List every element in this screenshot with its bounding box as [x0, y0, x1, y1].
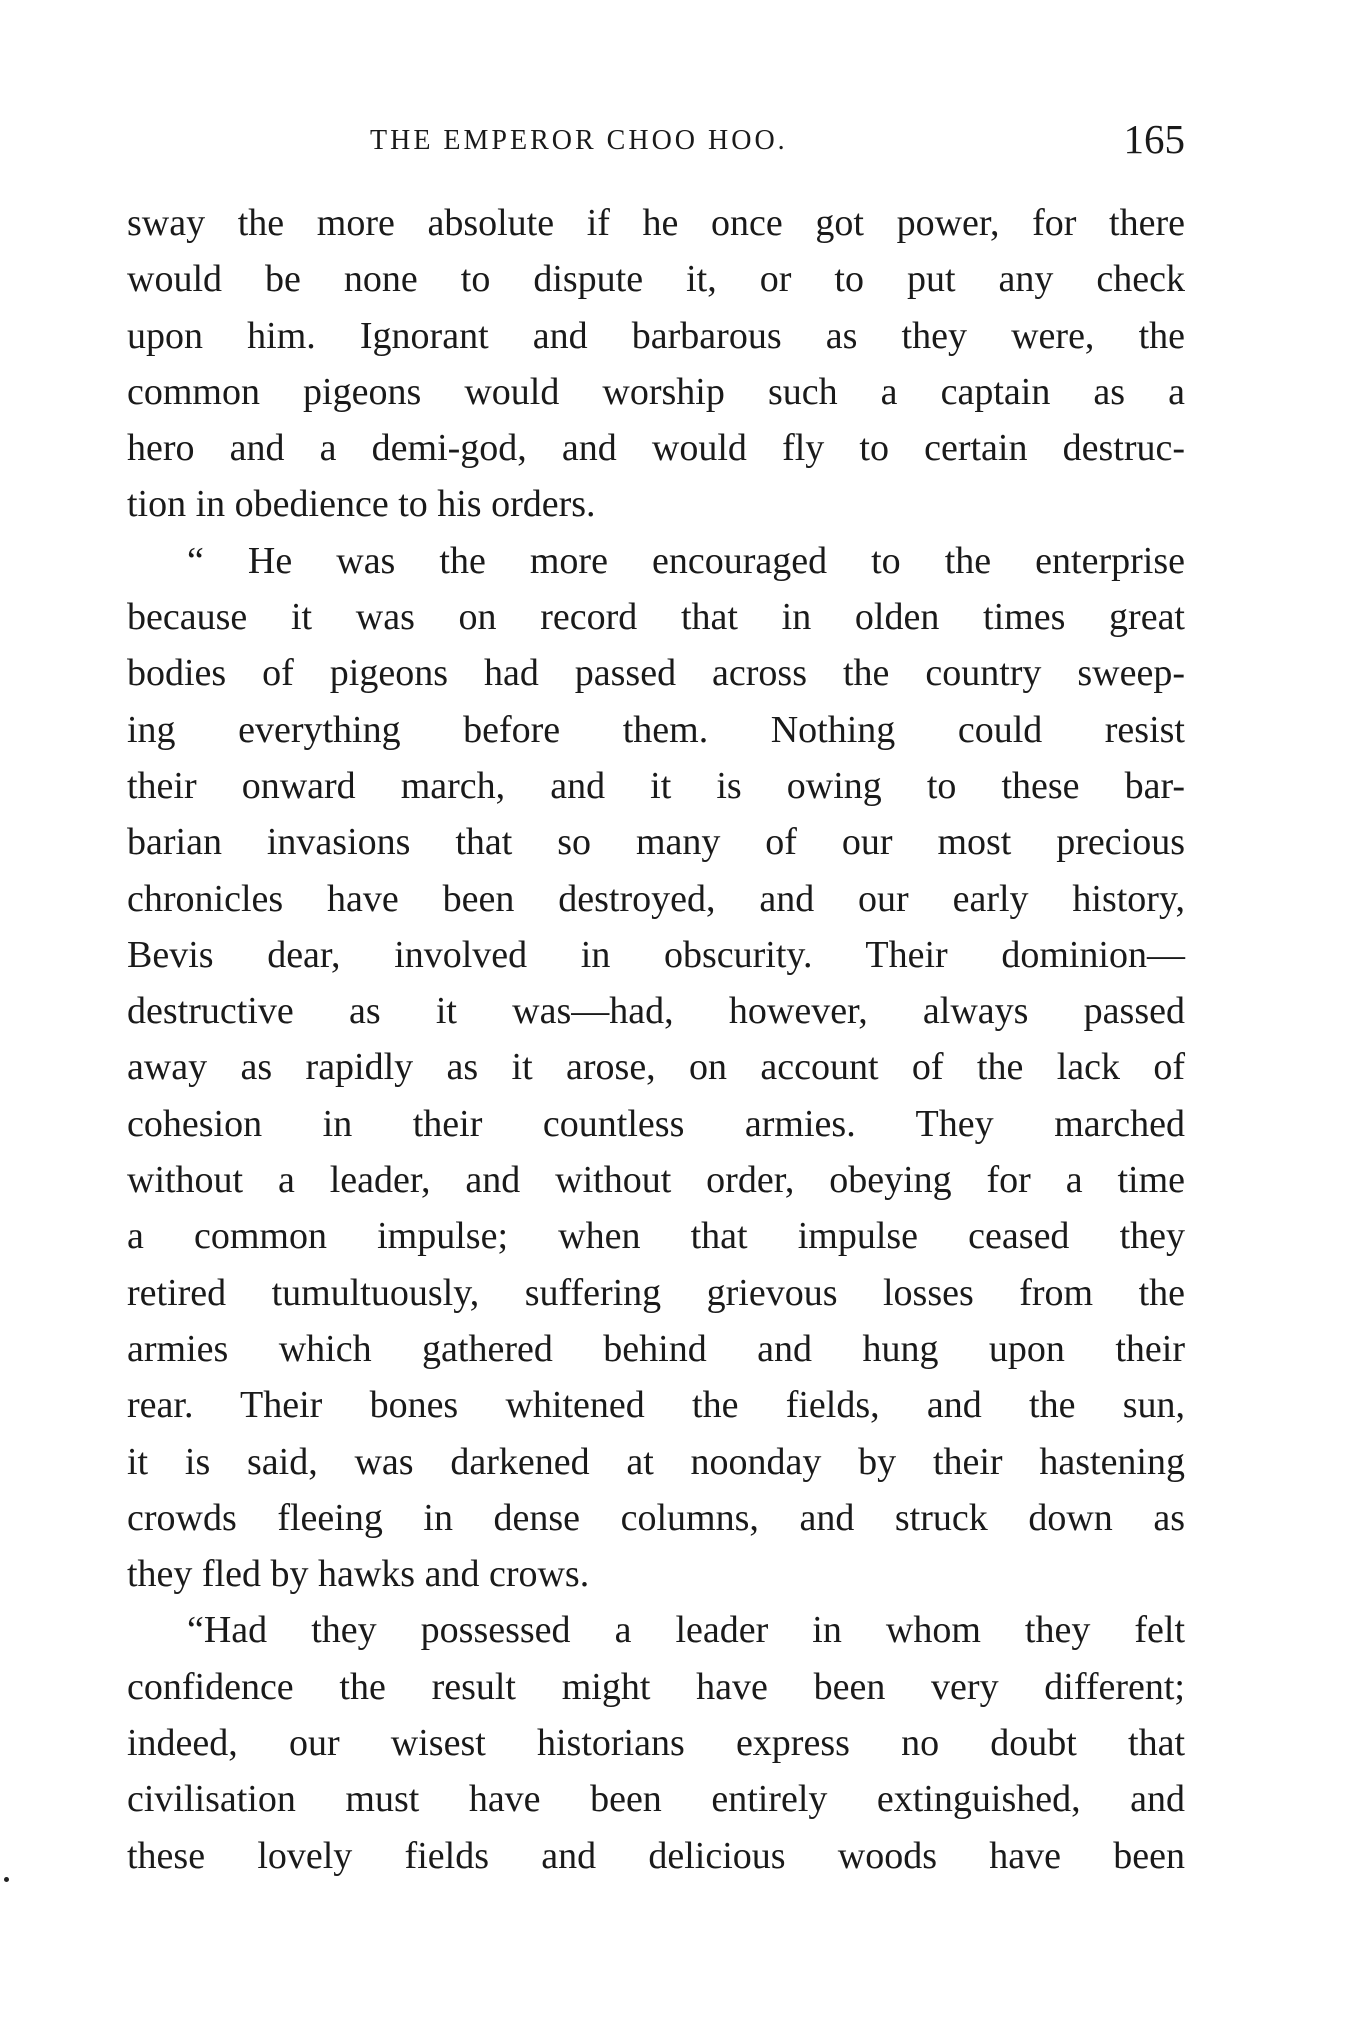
text-line: confidence the result might have been very different; — [127, 1665, 1185, 1708]
text-line: because it was on record that in olden times great — [127, 596, 1185, 639]
text-line: away as rapidly as it arose, on account of the lack of — [127, 1046, 1185, 1089]
page-number: 165 — [1123, 116, 1185, 162]
text-line: indeed, our wisest historians express no doubt that — [127, 1722, 1185, 1765]
text-line: it is said, was darkened at noonday by their hastening — [127, 1440, 1185, 1483]
text-line: “Had they possessed a leader in whom they felt — [187, 1609, 1185, 1652]
text-line: armies which gathered behind and hung upon their — [127, 1327, 1185, 1370]
text-line: common pigeons would worship such a captain as a — [127, 370, 1185, 413]
text-line: rear. Their bones whitened the fields, and the sun, — [127, 1384, 1185, 1427]
text-line: a common impulse; when that impulse ceased they — [127, 1215, 1185, 1258]
text-line: tion in obedience to his orders. — [127, 483, 596, 526]
text-line: they fled by hawks and crows. — [127, 1553, 590, 1596]
text-line: would be none to dispute it, or to put any check — [127, 258, 1185, 301]
text-line: hero and a demi-god, and would fly to certain destruc- — [127, 427, 1185, 470]
text-line: barian invasions that so many of our most precious — [127, 821, 1185, 864]
text-line: without a leader, and without order, obeying for a time — [127, 1159, 1185, 1202]
text-line: destructive as it was—had, however, always passed — [127, 990, 1185, 1033]
text-line: civilisation must have been entirely extinguished, and — [127, 1778, 1185, 1821]
text-line: retired tumultuously, suffering grievous losses from the — [127, 1271, 1185, 1314]
text-line: “ He was the more encouraged to the enterprise — [187, 539, 1185, 582]
text-line: ing everything before them. Nothing could resist — [127, 708, 1185, 751]
text-line: cohesion in their countless armies. They marched — [127, 1102, 1185, 1145]
text-line: chronicles have been destroyed, and our early history, — [127, 877, 1185, 920]
scan-speck — [4, 1877, 9, 1882]
text-line: these lovely fields and delicious woods have been — [127, 1834, 1185, 1877]
body-text — [127, 195, 1185, 1884]
running-title: THE EMPEROR CHOO HOO. — [370, 125, 788, 156]
text-line: upon him. Ignorant and barbarous as they were, the — [127, 314, 1185, 357]
running-head — [127, 115, 1185, 165]
text-line: their onward march, and it is owing to these bar- — [127, 764, 1185, 807]
text-line: sway the more absolute if he once got power, for there — [127, 202, 1185, 244]
text-line: bodies of pigeons had passed across the country sweep- — [127, 652, 1185, 695]
text-line: Bevis dear, involved in obscurity. Their dominion— — [127, 933, 1185, 976]
text-line: crowds fleeing in dense columns, and struck down as — [127, 1496, 1185, 1539]
